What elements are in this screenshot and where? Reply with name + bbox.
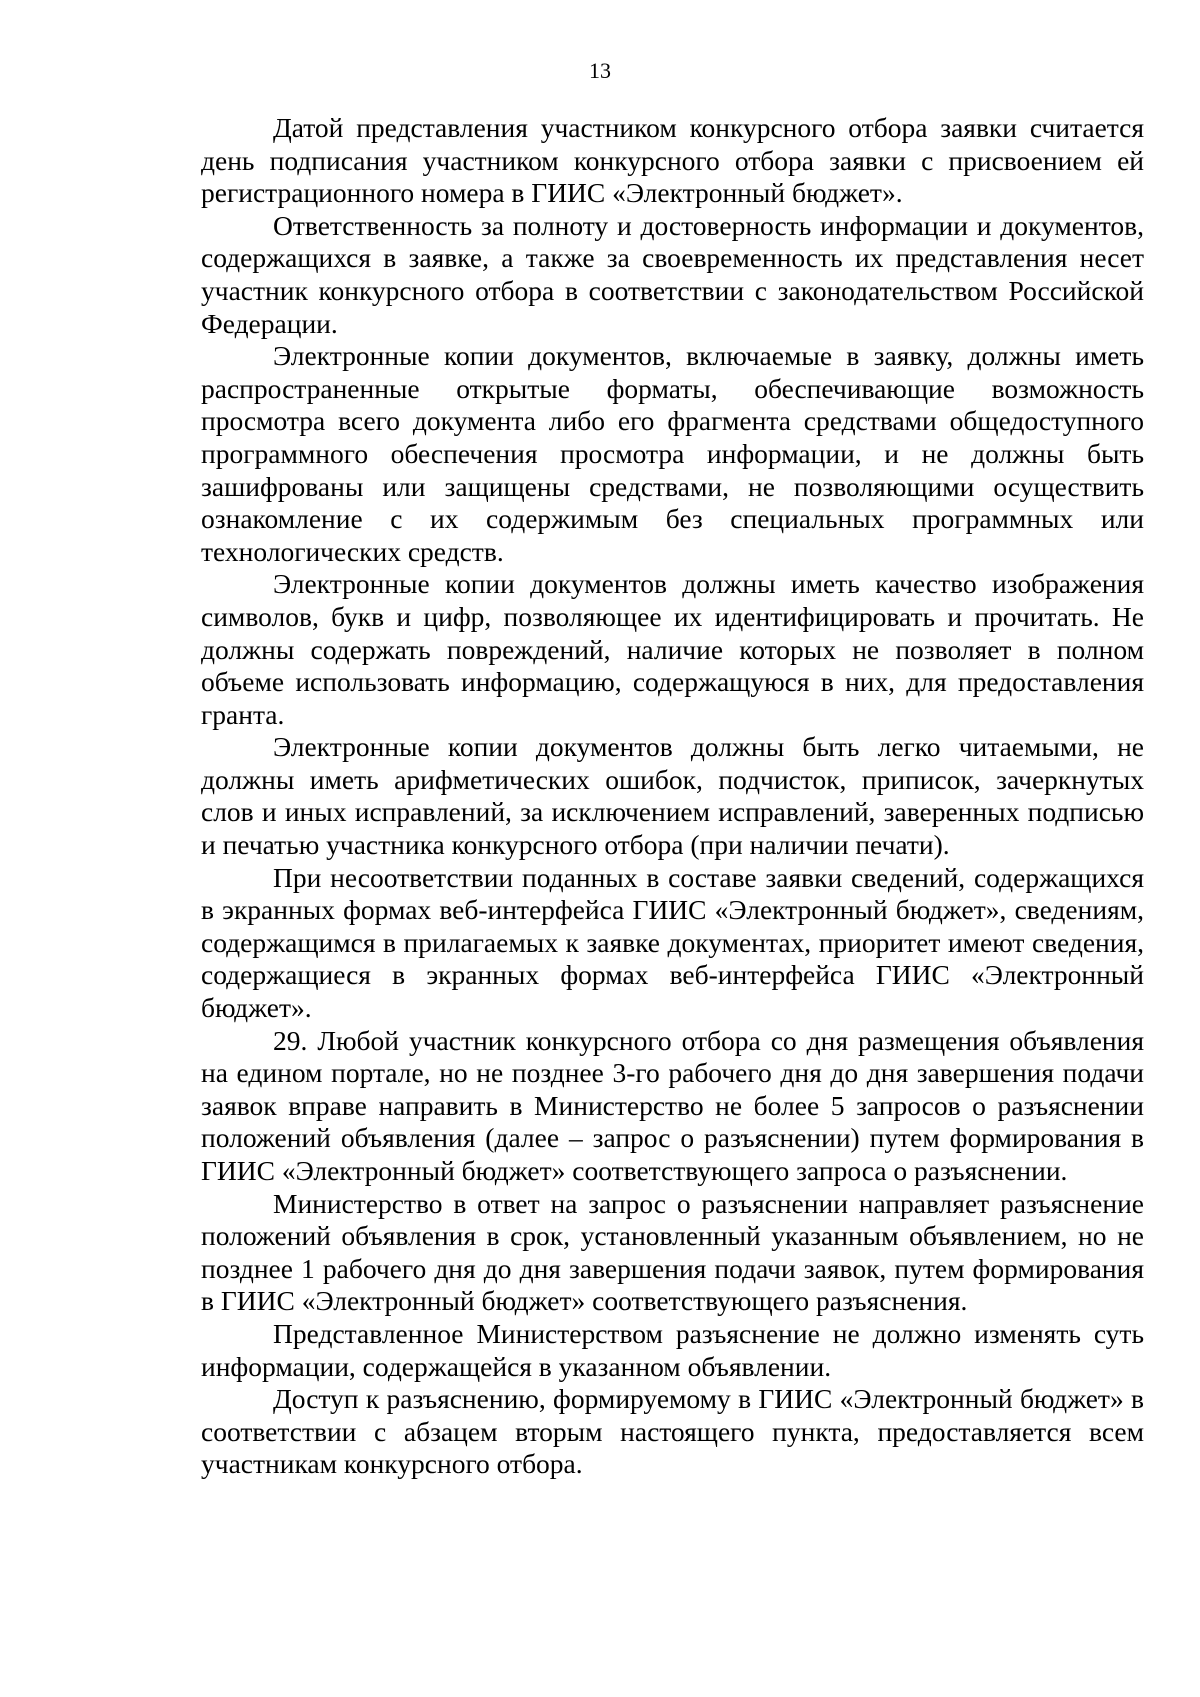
paragraph-data-priority: При несоответствии поданных в составе заявки сведений, содержащихся в экранных формах веб-интерфейса ГИИС «Электронный бюджет», сведениям, содержащимся в прилагаемых к заявке документах, приоритет имеют сведения, содержащиеся в экранных формах веб-интерфейса ГИИС «Электронный бюджет». <box>201 861 1144 1024</box>
paragraph-clarification-scope: Представленное Министерством разъяснение не должно изменять суть информации, содержащейся в указанном объявлении. <box>201 1317 1144 1382</box>
paragraph-electronic-copies-formats: Электронные копии документов, включаемые в заявку, должны иметь распространенные открытые форматы, обеспечивающие возможность просмотра всего документа либо его фрагмента средствами общедоступного программного обеспечения просмотра информации, и не должны быть зашифрованы или защищены средствами, не позволяющими осуществить ознакомление с их содержимым без специальных программных или технологических средств. <box>201 340 1144 567</box>
document-body <box>201 112 1144 1481</box>
paragraph-clarification-access: Доступ к разъяснению, формируемому в ГИИС «Электронный бюджет» в соответствии с абзацем вторым настоящего пункта, предоставляется всем участникам конкурсного отбора. <box>201 1383 1144 1480</box>
paragraph-electronic-copies-quality: Электронные копии документов должны иметь качество изображения символов, букв и цифр, позволяющее их идентифицировать и прочитать. Не должны содержать повреждений, наличие которых не позволяет в полном объеме использовать информацию, содержащуюся в них, для предоставления гранта. <box>201 568 1144 730</box>
paragraph-ministry-response: Министерство в ответ на запрос о разъяснении направляет разъяснение положений объявления в срок, установленный указанным объявлением, но не позднее 1 рабочего дня до дня завершения подачи заявок, путем формирования в ГИИС «Электронный бюджет» соответствующего разъяснения. <box>201 1187 1144 1317</box>
page-number: 13 <box>589 58 611 83</box>
paragraph-responsibility: Ответственность за полноту и достоверность информации и документов, содержащихся в заявке, а также за своевременность их представления несет участник конкурсного отбора в соответствии с законодательством Российской Федерации. <box>201 209 1144 339</box>
paragraph-clause-29-requests: 29. Любой участник конкурсного отбора со дня размещения объявления на едином портале, но не позднее 3-го рабочего дня до дня завершения подачи заявок вправе направить в Министерство не более 5 запросов о разъяснении положений объявления (далее – запрос о разъяснении) путем формирования в ГИИС «Электронный бюджет» соответствующего запроса о разъяснении. <box>201 1024 1144 1186</box>
paragraph-electronic-copies-readability: Электронные копии документов должны быть легко читаемыми, не должны иметь арифметических ошибок, подчисток, приписок, зачеркнутых слов и иных исправлений, за исключением исправлений, заверенных подписью и печатью участника конкурсного отбора (при наличии печати). <box>201 731 1144 861</box>
paragraph-submission-date: Датой представления участником конкурсного отбора заявки считается день подписания участником конкурсного отбора заявки с присвоением ей регистрационного номера в ГИИС «Электронный бюджет». <box>201 112 1144 209</box>
